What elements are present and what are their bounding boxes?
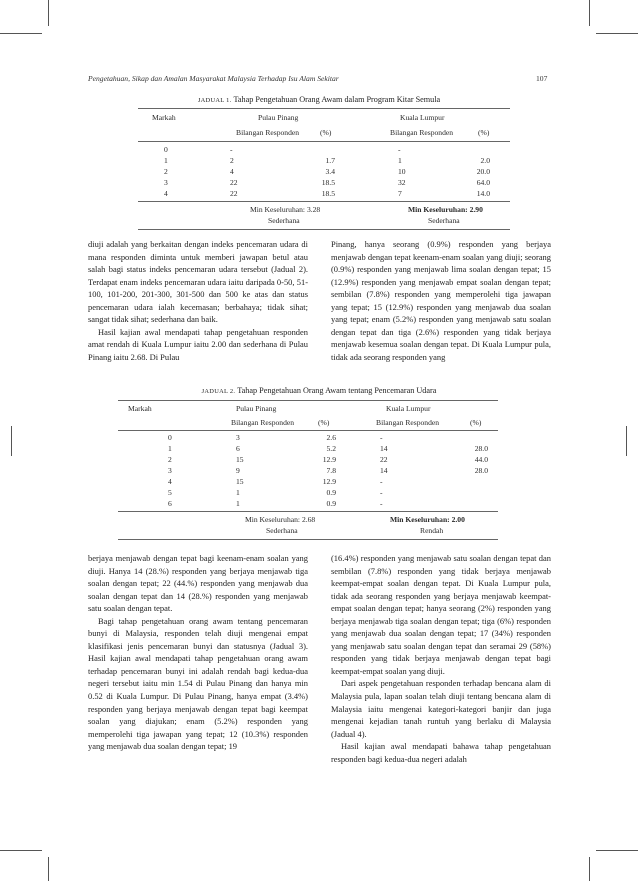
table1-kl-pct: 20.0 — [476, 167, 490, 176]
paragraph: Hasil kajian awal mendapati tahap pengetahuan responden amat rendah di Kuala Lumpur iaitu 2.00 dan sederhana di Pulau Pinang iaitu 2.68. Di Pulau — [88, 326, 308, 362]
table2-kl-level: Rendah — [420, 526, 444, 535]
table2-kl-n: - — [380, 433, 383, 442]
table2-col-kl: Kuala Lumpur — [386, 404, 431, 413]
running-title: Pengetahuan, Sikap dan Amalan Masyarakat Malaysia Terhadap Isu Alam Sekitar — [88, 74, 339, 83]
crop-mark — [11, 426, 12, 456]
table1-markah: 2 — [164, 167, 168, 176]
table2-kl-n: - — [380, 488, 383, 497]
table2-pp-n: 3 — [236, 433, 240, 442]
table2-bottom-rule — [118, 539, 498, 540]
table1-kl-pct: 64.0 — [476, 178, 490, 187]
table2-markah: 4 — [168, 477, 172, 486]
table2-kl-n: 14 — [380, 466, 388, 475]
table2-kl-pct: 44.0 — [474, 455, 488, 464]
crop-mark — [48, 857, 49, 881]
table2-pp-n: 9 — [236, 466, 240, 475]
table2-kl-min: Min Keseluruhan: 2.00 — [390, 515, 465, 524]
table2-pp-pct: 0.9 — [326, 488, 336, 497]
table2-pp-pct: 2.6 — [326, 433, 336, 442]
paragraph: Bagi tahap pengetahuan orang awam tentang pencemaran bunyi di Malaysia, responden telah diuji mengenai empat klasifikasi jenis pencemaran bunyi dan statusnya (Jadual 3). Hasil kajian awal mendapati tahap pengetahuan orang awam terhadap pencemaran bunyi ini adalah rendah bagi kedua-dua negeri tersebut iaitu min 1.54 di Pulau Pinang dan hanya min 0.52 di Kuala Lumpur. Di Pulau Pinang, hanya empat (3.4%) responden yang berjaya menjawab dengan tepat bagi keempat soalan yang diajukan; enam (5.2%) responden yang memperolehi tiga jawapan yang tepat; 12 (10.3%) responden yang menjawab dua soalan dengan tepat; 19 — [88, 615, 308, 752]
table1-markah: 1 — [164, 156, 168, 165]
table1-kl-n: 1 — [398, 156, 402, 165]
table1-pp-n: 22 — [230, 189, 238, 198]
paragraph: Dari aspek pengetahuan responden terhadap bencana alam di Malaysia pula, lapan soalan telah diuji tentang bencana alam di Malaysia iaitu mengenai kategori-kategori banjir dan juga mengenai kejadian tanah runtuh yang berlaku di Malaysia (Jadual 4). — [331, 678, 551, 739]
table2-pp-n: 6 — [236, 444, 240, 453]
table1-pp-min: Min Keseluruhan: 3.28 — [250, 205, 321, 214]
table1-col-markah: Markah — [152, 113, 176, 122]
table1-kl-min: Min Keseluruhan: 2.90 — [408, 205, 483, 214]
crop-mark — [0, 33, 42, 34]
table1-markah: 0 — [164, 145, 168, 154]
table1-pp-pct: 18.5 — [321, 189, 335, 198]
table2-pp-pct: 12.9 — [322, 455, 336, 464]
table2-pp-pct: 5.2 — [326, 444, 336, 453]
table2-sub-bilangan-pp: Bilangan Responden — [231, 418, 295, 427]
text-column-left-lower — [88, 552, 308, 753]
table1-kl-n: 7 — [398, 189, 402, 198]
table2-pp-level: Sederhana — [266, 526, 298, 535]
paragraph: (16.4%) responden yang menjawab satu soalan dengan tepat dan sembilan (7.8%) responden yang tidak berjaya menjawab keempat-empat soalan dengan tepat. Di Kuala Lumpur pula, tidak ada seorang responden yang berjaya menjawab keempat-empat soalan dengan tepat; hanya seorang (2%) responden yang berjaya menjawab tiga soalan dengan tepat; tiga (6%) responden yang menjawab dua soalan dengan tepat; 17 (34%) responden yang menjawab satu soalan dengan tepat dan seramai 29 (58%) responden yang tidak berjaya menjawab dengan tepat bagi keempat-empat soalan yang diuji. — [331, 553, 551, 676]
table2-markah: 5 — [168, 488, 172, 497]
table2-pp-pct: 7.8 — [326, 466, 336, 475]
table2-markah: 6 — [168, 499, 172, 508]
table1-kl-level: Sederhana — [428, 216, 460, 225]
table1-markah: 4 — [164, 189, 168, 198]
table2-col-markah: Markah — [128, 404, 152, 413]
table2-pp-n: 15 — [236, 477, 244, 486]
table1-pp-level: Sederhana — [268, 216, 300, 225]
table1-col-pp: Pulau Pinang — [258, 113, 299, 122]
table1-sub-bilangan-kl: Bilangan Responden — [390, 128, 454, 137]
table2-markah: 2 — [168, 455, 172, 464]
crop-mark — [48, 0, 49, 26]
table1-sub-pct-kl: (%) — [478, 128, 490, 137]
table2-markah: 0 — [168, 433, 172, 442]
table1-sub-pct-pp: (%) — [320, 128, 332, 137]
table2-pp-n: 15 — [236, 455, 244, 464]
table2-kl-n: 14 — [380, 444, 388, 453]
table2-markah: 1 — [168, 444, 172, 453]
paragraph: diuji adalah yang berkaitan dengan indeks pencemaran udara di mana responden diminta untuk memberi jawapan betul atau salah bagi status indeks pencemaran udara tersebut (Jadual 2). Terdapat enam indeks pencemaran udara iaitu daripada 0-50, 51-100, 101-200, 201-300, 301-500 dan 500 ke atas dan status pencemaran udara ialah kecemasan; berbahaya; tidak sihat; sangat tidak sihat; sederhana dan baik. — [88, 239, 308, 325]
table2-kl-n: - — [380, 499, 383, 508]
table1-kl-n: - — [398, 145, 401, 154]
table2-caption-text: Tahap Pengetahuan Orang Awam tentang Pencemaran Udara — [237, 386, 437, 395]
table2-header-rule — [118, 430, 498, 431]
paragraph: Hasil kajian awal mendapati bahawa tahap pengetahuan responden bagi kedua-dua negeri adalah — [331, 741, 551, 764]
table1-pp-pct: 18.5 — [321, 178, 335, 187]
table1-sub-bilangan-pp: Bilangan Responden — [236, 128, 300, 137]
text-column-left-upper — [88, 238, 308, 363]
crop-mark — [626, 426, 627, 456]
table1-top-rule — [138, 108, 510, 109]
crop-mark — [589, 857, 590, 881]
table1-pp-pct: 3.4 — [325, 167, 335, 176]
table2-pp-n: 1 — [236, 499, 240, 508]
table2-kl-n: 22 — [380, 455, 388, 464]
table2-kl-n: - — [380, 477, 383, 486]
table1-kl-pct: 2.0 — [480, 156, 490, 165]
paragraph: Pinang, hanya seorang (0.9%) responden yang berjaya menjawab dengan tepat keenam-enam soalan yang diuji; seorang (0.9%) responden yang menjawab lima soalan dengan tepat; 15 (12.9%) responden yang menjawab empat soalan dengan tepat; sembilan (7.8%) responden yang memperolehi tiga jawapan yang tepat; 15 (12.9%) responden yang menjawab dua soalan yang tepat; enam (5.2%) responden yang menjawab satu soalan dengan tepat dan tiga (2.6%) responden yang tidak berjaya menjawab kesemua soalan dengan tepat. Di Kuala Lumpur pula, tidak ada seorang responden yang — [331, 239, 551, 362]
table2-caption — [0, 386, 638, 395]
table2-mid-rule — [118, 511, 498, 512]
paragraph: berjaya menjawab dengan tepat bagi keenam-enam soalan yang diuji. Hanya 14 (28.%) responden yang berjaya menjawab tiga soalan dengan tepat; 22 (44.%) responden yang menjawab dua soalan dengan tepat dan 14 (28.%) responden yang menjawab satu soalan dengan tepat. — [88, 553, 308, 614]
table2-kl-pct: 28.0 — [474, 444, 488, 453]
table1-kl-n: 32 — [398, 178, 406, 187]
table1-kl-n: 10 — [398, 167, 406, 176]
table1-caption — [0, 95, 638, 104]
table1-caption-prefix: JADUAL 1. — [197, 97, 232, 104]
table2-sub-pct-pp: (%) — [318, 418, 330, 427]
table2-markah: 3 — [168, 466, 172, 475]
text-column-right-upper — [331, 238, 551, 363]
crop-mark — [589, 0, 590, 26]
table1-pp-n: 4 — [230, 167, 234, 176]
table2-sub-pct-kl: (%) — [470, 418, 482, 427]
table2-kl-pct: 28.0 — [474, 466, 488, 475]
crop-mark — [596, 33, 638, 34]
table1-kl-pct: 14.0 — [476, 189, 490, 198]
table2-pp-pct: 0.9 — [326, 499, 336, 508]
table1-pp-n: - — [230, 145, 233, 154]
table2-sub-bilangan-kl: Bilangan Responden — [376, 418, 440, 427]
table2-pp-pct: 12.9 — [322, 477, 336, 486]
table1-caption-text: Tahap Pengetahuan Orang Awam dalam Program Kitar Semula — [233, 95, 441, 104]
table1-pp-n: 22 — [230, 178, 238, 187]
table1-pp-n: 2 — [230, 156, 234, 165]
table2-top-rule — [118, 400, 498, 401]
table2-pp-n: 1 — [236, 488, 240, 497]
table1-pp-pct: 1.7 — [325, 156, 335, 165]
page-number: 107 — [536, 74, 548, 83]
table1-bottom-rule — [138, 229, 510, 230]
crop-mark — [0, 850, 42, 851]
text-column-right-lower — [331, 552, 551, 765]
table1-header-rule — [138, 141, 510, 142]
table2-col-pp: Pulau Pinang — [236, 404, 277, 413]
table1-col-kl: Kuala Lumpur — [400, 113, 445, 122]
table2-caption-prefix: JADUAL 2. — [201, 388, 236, 395]
table1-mid-rule — [138, 201, 510, 202]
table1-markah: 3 — [164, 178, 168, 187]
table2-pp-min: Min Keseluruhan: 2.68 — [245, 515, 316, 524]
crop-mark — [596, 850, 638, 851]
